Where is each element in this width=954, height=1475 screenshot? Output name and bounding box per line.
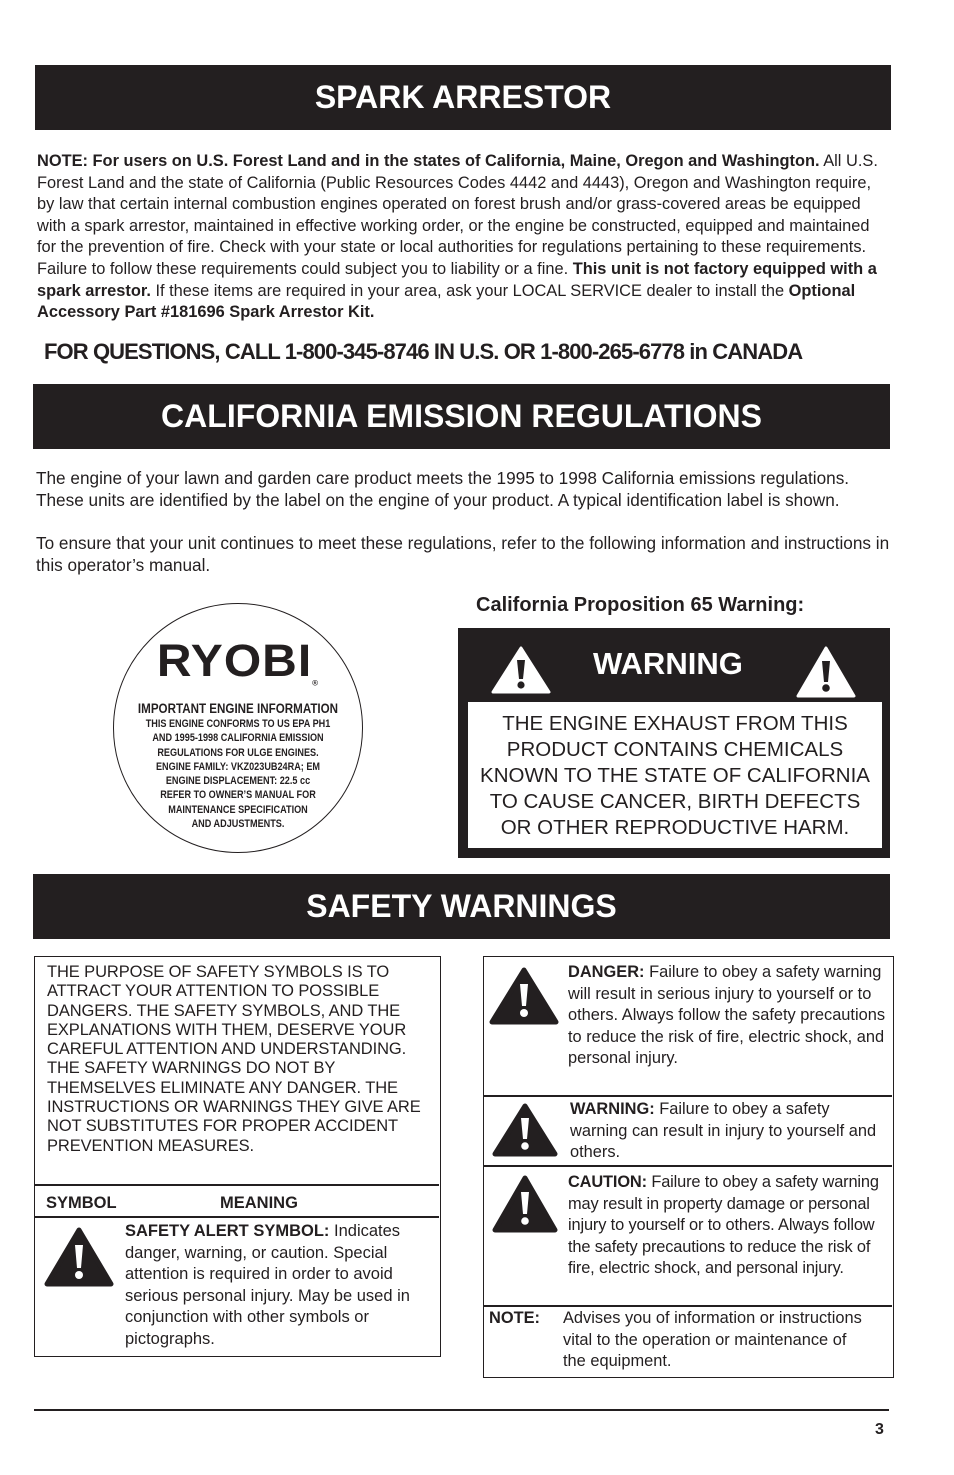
engine-label-lines — [114, 700, 362, 831]
safety-alert-description — [125, 1221, 437, 1350]
prop65-title: California Proposition 65 Warning: — [476, 594, 805, 616]
prop65-warning-box — [458, 628, 890, 858]
prop65-line: KNOWN TO THE STATE OF CALIFORNIA — [480, 764, 870, 787]
caution-text: Failure to obey a safety warning may result in property damage or personal injury to yourself or to others. Always follow the safety precautions to reduce the risk of fire, electric shock, and personal injury. — [568, 1173, 879, 1278]
engine-label-line: REGULATIONS FOR ULGE ENGINES. — [157, 746, 319, 759]
divider — [484, 1305, 892, 1307]
warning-triangle-icon — [796, 646, 856, 698]
caution-description — [568, 1172, 894, 1280]
spark-arrestor-text — [37, 151, 892, 324]
warning-label: WARNING: — [570, 1100, 655, 1118]
engine-label-line: ENGINE FAMILY: VKZ023UB24RA; EM — [155, 760, 321, 773]
safety-purpose-text: THE PURPOSE OF SAFETY SYMBOLS IS TO ATTRACT YOUR ATTENTION TO POSSIBLE DANGERS. THE SAFETY SYMBOLS, AND THE EXPLANATIONS WITH THEM, DESERVE YOUR CAREFUL ATTENTION AND UNDERSTANDING. THE SAFETY WARNINGS DO NOT BY THEMSELVES ELIMINATE ANY DANGER. THE INSTRUCTIONS OR WARNINGS THEY GIVE ARE NOT SUBSTITUTES FOR PROPER ACCIDENT PREVENTION MEASURES. — [47, 963, 421, 1155]
california-paragraph-1: The engine of your lawn and garden care product meets the 1995 to 1998 California emissions regulations. These units are identified by the label on the engine of your product. A typical identification label is shown. — [36, 468, 850, 510]
caution-label: CAUTION: — [568, 1173, 647, 1191]
divider — [484, 1095, 892, 1097]
meaning-header: MEANING — [220, 1194, 298, 1212]
symbol-header: SYMBOL — [46, 1194, 117, 1212]
engine-label-line: THIS ENGINE CONFORMS TO US EPA PH1 — [145, 718, 331, 730]
safety-warnings-heading: SAFETY WARNINGS — [306, 888, 617, 924]
ryobi-logo — [114, 635, 362, 687]
warning-description — [570, 1099, 890, 1164]
danger-label: DANGER: — [568, 963, 645, 981]
safety-warnings-banner — [33, 874, 890, 939]
california-paragraph-2: To ensure that your unit continues to meet these regulations, refer to the following information and instructions in this operator’s manual. — [36, 533, 890, 575]
california-emission-banner — [33, 384, 890, 449]
caution-triangle-icon — [492, 1175, 558, 1233]
safety-alert-label: SAFETY ALERT SYMBOL: — [125, 1222, 330, 1240]
note-label: NOTE: — [489, 1309, 540, 1327]
spark-arrestor-heading: SPARK ARRESTOR — [314, 79, 612, 115]
spark-arrestor-banner — [35, 65, 891, 130]
engine-identification-label — [113, 603, 363, 853]
california-emission-heading: CALIFORNIA EMISSION REGULATIONS — [161, 398, 762, 434]
prop65-line: PRODUCT CONTAINS CHEMICALS — [506, 738, 844, 761]
spark-paragraph-2: If these items are required in your area, ask your LOCAL SERVICE dealer to install the — [155, 281, 785, 300]
prop65-warning-text — [468, 702, 882, 848]
safety-alert-text: Indicates danger, warning, or caution. Special attention is required in order to avoid serious personal injury. May be used in conjunction with other symbols or pictographs. — [125, 1222, 410, 1348]
danger-description — [568, 962, 888, 1070]
spark-note-bold: NOTE: For users on U.S. Forest Land and in the states of California, Maine, Oregon and Washington. — [37, 152, 820, 170]
warning-triangle-icon — [491, 646, 551, 694]
divider — [484, 1165, 892, 1167]
prop65-line: OR OTHER REPRODUCTIVE HARM. — [500, 816, 850, 839]
divider — [35, 1216, 439, 1218]
divider — [35, 1184, 439, 1186]
engine-label-line: MAINTENANCE SPECIFICATION — [168, 803, 308, 816]
engine-label-line: AND ADJUSTMENTS. — [191, 818, 285, 831]
questions-line: FOR QUESTIONS, CALL 1-800-345-8746 IN U.S. OR 1-800-265-6778 in CANADA — [44, 339, 803, 364]
safety-symbols-box — [34, 956, 441, 1357]
danger-text: Failure to obey a safety warning will result in serious injury to yourself or to others. Always follow the safety precautions to reduce the risk of fire, electric shock, and personal injury. — [568, 963, 886, 1068]
spark-not-equipped: This unit is not factory equipped with a spark arrestor. — [37, 259, 877, 300]
ryobi-logo-text: RYOBI — [156, 636, 313, 687]
note-text: Advises you of information or instructions vital to the operation or maintenance of the equipment. — [563, 1309, 862, 1371]
danger-triangle-icon — [489, 967, 559, 1025]
spark-accessory-part: Optional Accessory Part #181696 Spark Arrestor Kit. — [37, 281, 856, 322]
page-number: 3 — [875, 1421, 884, 1438]
engine-label-line: AND 1995-1998 CALIFORNIA EMISSION — [152, 732, 324, 745]
prop65-line: TO CAUSE CANCER, BIRTH DEFECTS — [489, 790, 861, 813]
engine-label-line: ENGINE DISPLACEMENT: 22.5 cc — [165, 775, 311, 788]
warning-text: Failure to obey a safety warning can result in injury to yourself and others. — [570, 1100, 877, 1162]
registered-mark: ® — [312, 679, 320, 688]
safety-alert-triangle-icon — [44, 1227, 114, 1287]
engine-label-line: IMPORTANT ENGINE INFORMATION — [137, 701, 339, 716]
warning-triangle-icon — [492, 1103, 558, 1157]
prop65-line: THE ENGINE EXHAUST FROM THIS — [502, 712, 848, 735]
engine-label-line: REFER TO OWNER’S MANUAL FOR — [160, 789, 316, 802]
spark-paragraph: All U.S. Forest Land and the state of California (Public Resources Codes 4442 and 4443), Oregon and Washington require, by law that certain internal combustion engines operated on forest brush and/or grass-covered areas be equipped with a spark arrestor, maintained in effective working order, or the engine be constructed, equipped and maintained for the prevention of fire. Check with your state or local authorities for regulations pertaining to these requirements. Failure to follow these requirements could subject you to liability or a fine. — [37, 152, 878, 278]
signal-words-box — [483, 956, 894, 1378]
footer-rule — [34, 1409, 889, 1411]
prop65-warning-word: WARNING — [593, 646, 743, 681]
